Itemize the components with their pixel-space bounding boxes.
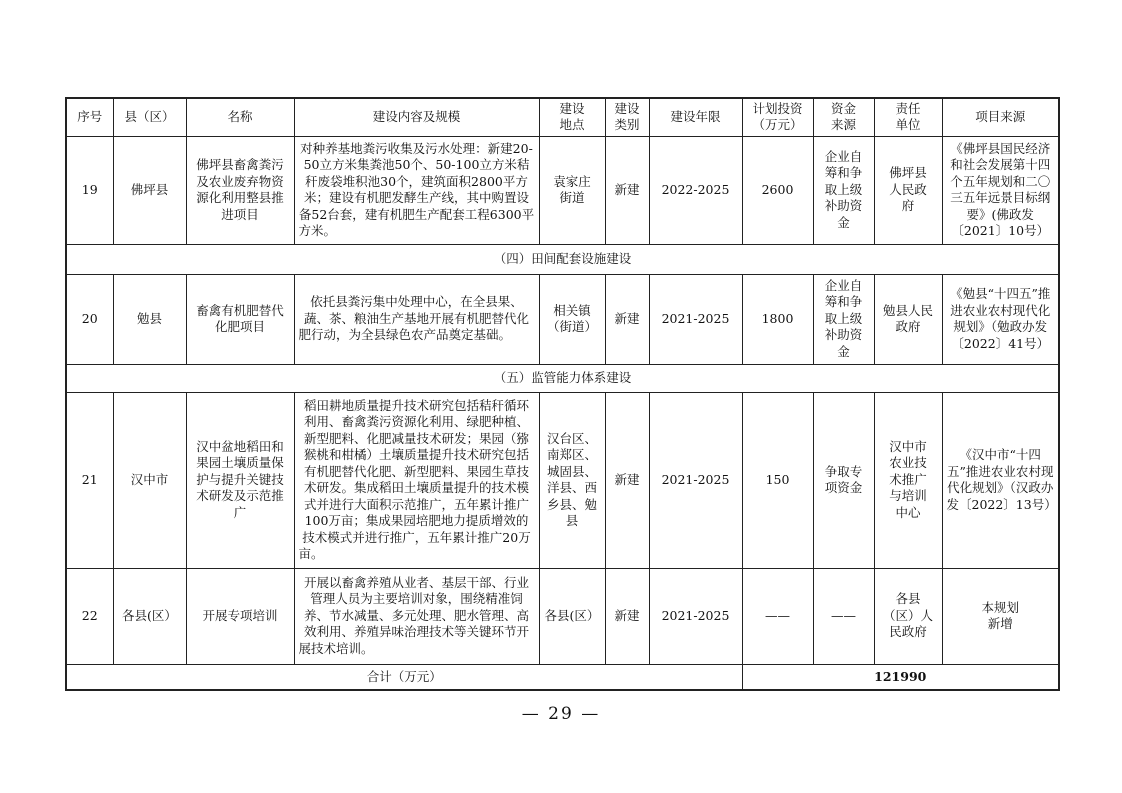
location-cell: 袁家庄 街道 xyxy=(539,136,605,244)
years-cell: 2021-2025 xyxy=(649,568,742,664)
total-label: 合计（万元） xyxy=(66,664,742,690)
unit-cell: 勉县人民 政府 xyxy=(874,274,942,364)
header-cell: 建设内容及规模 xyxy=(294,98,539,136)
project-content: 依托县粪污集中处理中心，在全县果、蔬、茶、粮油生产基地开展有机肥替代化肥行动，为全县绿色农产品奠定基础。 xyxy=(294,274,539,364)
row-number: 21 xyxy=(66,392,113,568)
unit-cell: 各县 （区）人 民政府 xyxy=(874,568,942,664)
table-row xyxy=(66,136,1059,244)
total-value: 121990 xyxy=(742,664,1059,690)
header-cell: 计划投资 （万元） xyxy=(742,98,813,136)
source-cell: 本规划 新增 xyxy=(942,568,1059,664)
section-heading: （四）田间配套设施建设 xyxy=(66,244,1059,274)
row-number: 20 xyxy=(66,274,113,364)
location-cell: 汉台区、 南郑区、 城固县、 洋县、西 乡县、勉 县 xyxy=(539,392,605,568)
county-cell: 勉县 xyxy=(113,274,186,364)
type-cell: 新建 xyxy=(605,274,649,364)
row-number: 19 xyxy=(66,136,113,244)
location-cell: 各县(区） xyxy=(539,568,605,664)
project-table xyxy=(65,97,1060,691)
project-content: 稻田耕地质量提升技术研究包括秸秆循环利用、畜禽粪污资源化利用、绿肥种植、新型肥料、化肥减量技术研发；果园（猕猴桃和柑橘）土壤质量提升技术研究包括有机肥替代化肥、新型肥料、果园生草技术研发。集成稻田土壤质量提升的技术模式并进行大面积示范推广，五年累计推广100万亩；集成果园培肥地力提质增效的技术模式并进行推广，五年累计推广20万亩。 xyxy=(294,392,539,568)
investment-cell: 1800 xyxy=(742,274,813,364)
funding-cell: —— xyxy=(813,568,874,664)
header-cell: 序号 xyxy=(66,98,113,136)
header-cell: 资金 来源 xyxy=(813,98,874,136)
project-content: 开展以畜禽养殖从业者、基层干部、行业管理人员为主要培训对象，围绕精准饲养、节水减量、多元处理、肥水管理、高效利用、养殖异味治理技术等关键环节开展技术培训。 xyxy=(294,568,539,664)
header-cell: 责任 单位 xyxy=(874,98,942,136)
section-heading: （五）监管能力体系建设 xyxy=(66,364,1059,392)
unit-cell: 佛坪县 人民政 府 xyxy=(874,136,942,244)
type-cell: 新建 xyxy=(605,392,649,568)
row-number: 22 xyxy=(66,568,113,664)
funding-cell: 企业自 筹和争 取上级 补助资 金 xyxy=(813,136,874,244)
section-row xyxy=(66,364,1059,392)
type-cell: 新建 xyxy=(605,568,649,664)
source-cell: 《汉中市“十四五”推进农业农村现代化规划》（汉政办发〔2022〕13号） xyxy=(942,392,1059,568)
project-name: 汉中盆地稻田和果园土壤质量保护与提升关键技术研发及示范推广 xyxy=(186,392,294,568)
years-cell: 2021-2025 xyxy=(649,392,742,568)
years-cell: 2021-2025 xyxy=(649,274,742,364)
funding-cell: 争取专 项资金 xyxy=(813,392,874,568)
county-cell: 汉中市 xyxy=(113,392,186,568)
investment-cell: —— xyxy=(742,568,813,664)
header-cell: 建设 地点 xyxy=(539,98,605,136)
investment-cell: 2600 xyxy=(742,136,813,244)
county-cell: 各县(区） xyxy=(113,568,186,664)
funding-cell: 企业自 筹和争 取上级 补助资 金 xyxy=(813,274,874,364)
header-cell: 名称 xyxy=(186,98,294,136)
header-cell: 县（区） xyxy=(113,98,186,136)
header-row xyxy=(66,98,1059,136)
investment-cell: 150 xyxy=(742,392,813,568)
project-name: 佛坪县畜禽粪污及农业废弃物资源化利用整县推进项目 xyxy=(186,136,294,244)
source-cell: 《佛坪县国民经济和社会发展第十四个五年规划和二〇三五年远景目标纲要》(佛政发〔2021〕10号） xyxy=(942,136,1059,244)
header-cell: 建设 类别 xyxy=(605,98,649,136)
total-row xyxy=(66,664,1059,690)
table-row xyxy=(66,274,1059,364)
project-content: 对种养基地粪污收集及污水处理：新建20-50立方米集粪池50个、50-100立方米秸秆废袋堆积池30个，建筑面积2800平方米；建设有机肥发酵生产线，其中购置设备52台套，建有机肥生产配套工程6300平方米。 xyxy=(294,136,539,244)
county-cell: 佛坪县 xyxy=(113,136,186,244)
project-name: 畜禽有机肥替代化肥项目 xyxy=(186,274,294,364)
type-cell: 新建 xyxy=(605,136,649,244)
source-cell: 《勉县“十四五”推进农业农村现代化规划》（勉政办发〔2022〕41号） xyxy=(942,274,1059,364)
header-cell: 建设年限 xyxy=(649,98,742,136)
page-number: — 29 — xyxy=(521,704,601,724)
table-row xyxy=(66,568,1059,664)
location-cell: 相关镇 （街道） xyxy=(539,274,605,364)
section-row xyxy=(66,244,1059,274)
years-cell: 2022-2025 xyxy=(649,136,742,244)
table-row xyxy=(66,392,1059,568)
header-cell: 项目来源 xyxy=(942,98,1059,136)
project-name: 开展专项培训 xyxy=(186,568,294,664)
unit-cell: 汉中市 农业技 术推广 与培训 中心 xyxy=(874,392,942,568)
